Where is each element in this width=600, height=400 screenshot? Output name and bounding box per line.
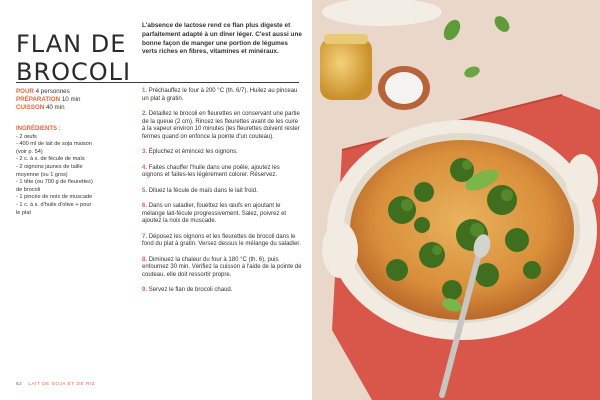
dish-photo (312, 0, 600, 400)
step-text: Servez le flan de brocoli chaud. (148, 287, 233, 294)
book-title: LAIT DE SOJA ET DE RIZ (28, 381, 96, 386)
step-number: 2. (142, 111, 148, 117)
step-text: Épluchez et émincez les oignons. (148, 149, 238, 156)
oil-jar (320, 38, 372, 100)
ingredient-item: - 1 pincée de noix de muscade (16, 194, 93, 201)
meta-cook-time (16, 104, 80, 112)
step-number: 8. (142, 256, 148, 263)
meta-key: CUISSON (16, 104, 45, 111)
step-number: 6. (142, 203, 148, 209)
step-item (142, 287, 302, 295)
ingredients-list (16, 134, 116, 218)
recipe-meta (16, 88, 80, 112)
step-number: 9. (142, 287, 148, 294)
step-text: Diluez la fécule de maïs dans le lait froid. (148, 187, 258, 194)
step-number: 1. (142, 88, 148, 94)
step-item (142, 203, 302, 226)
page-footer (16, 381, 95, 386)
recipe-title (16, 30, 131, 86)
step-text: Préchauffez le four à 200 °C (th. 6/7). Huilez au pinceau un plat à gratin. (142, 88, 298, 102)
step-item (142, 234, 302, 249)
ingredient-item: de brocoli (16, 186, 41, 193)
step-item (142, 88, 302, 103)
meta-value: 40 min (45, 104, 65, 111)
step-text: Dans un saladier, fouettez les œufs en ajoutant le mélange lait-fécule progressivement. Salez, poivrez et ajoutez la noix de muscade. (142, 203, 287, 225)
steps-list (142, 88, 302, 303)
ingredient-item: - 2 c. à s. de fécule de maïs (16, 156, 85, 163)
step-text: Déposez les oignons et les fleurettes de brocoli dans le fond du plat à gratin. Versez dessus le mélange du saladier. (142, 233, 301, 248)
ingredient-item: moyenne (ou 1 gros) (16, 171, 68, 178)
ingredients-section (16, 126, 116, 217)
page-number: 62 (16, 381, 23, 386)
step-text: Faites chauffer l'huile dans une poêle, ajoutez les oignons et faites-les légèrement colorer. Réservez. (142, 164, 280, 179)
meta-value: 10 min (61, 96, 81, 103)
ingredient-item: - 400 ml de lait de soja maison (16, 141, 92, 148)
ingredient-item: - 2 oignons jaunes de taille (16, 163, 83, 170)
step-item (142, 111, 302, 142)
step-number: 5. (142, 187, 148, 194)
meta-prep-time (16, 96, 80, 104)
step-item (142, 188, 302, 196)
divider (16, 82, 299, 83)
step-item (142, 165, 302, 180)
step-number: 7. (142, 233, 148, 240)
title-line-2: BROCOLI (16, 58, 132, 87)
meta-servings (16, 88, 80, 96)
meta-key: POUR (16, 88, 34, 95)
title-line-1: FLAN DE (16, 30, 127, 59)
recipe-intro: L'absence de lactose rend ce flan plus digeste et parfaitement adapté à un dîner léger. C'est aussi une bonne façon de manger une portion de légumes verts riches en fibres, vitamines et minéraux. (142, 22, 302, 56)
meta-key: PRÉPARATION (16, 96, 61, 103)
ingredient-item: (voir p. 54) (16, 148, 43, 155)
meta-value: 4 personnes (35, 88, 70, 95)
ingredient-item: le plat (16, 209, 31, 216)
step-number: 4. (142, 164, 148, 171)
broccoli-flan-illustration (312, 0, 600, 400)
step-text: Diminuez la chaleur du four à 180 °C (th. 6), puis enfournez 30 min. Vérifiez la cuisson à l'aide de la pointe de couteau, elle doit ressortir propre. (142, 256, 302, 279)
step-item (142, 257, 302, 280)
step-item (142, 149, 302, 157)
ingredient-item: - 1 c. à s. d'huile d'olive + pour (16, 201, 92, 208)
ingredients-heading: INGRÉDIENTS : (16, 126, 61, 132)
ingredient-item: - 1 tête (ou 700 g de fleurettes) (16, 179, 93, 186)
step-text: Détaillez le brocoli en fleurettes en conservant une partie de la queue (2 cm). Rincez les fleurettes avant de les cuire à la vapeur environ 10 minutes (les fleurettes doivent rester fermes quand on enfonce la pointe d'un couteau). (142, 111, 300, 141)
step-number: 3. (142, 149, 148, 156)
ingredient-item: - 2 œufs (16, 133, 37, 140)
